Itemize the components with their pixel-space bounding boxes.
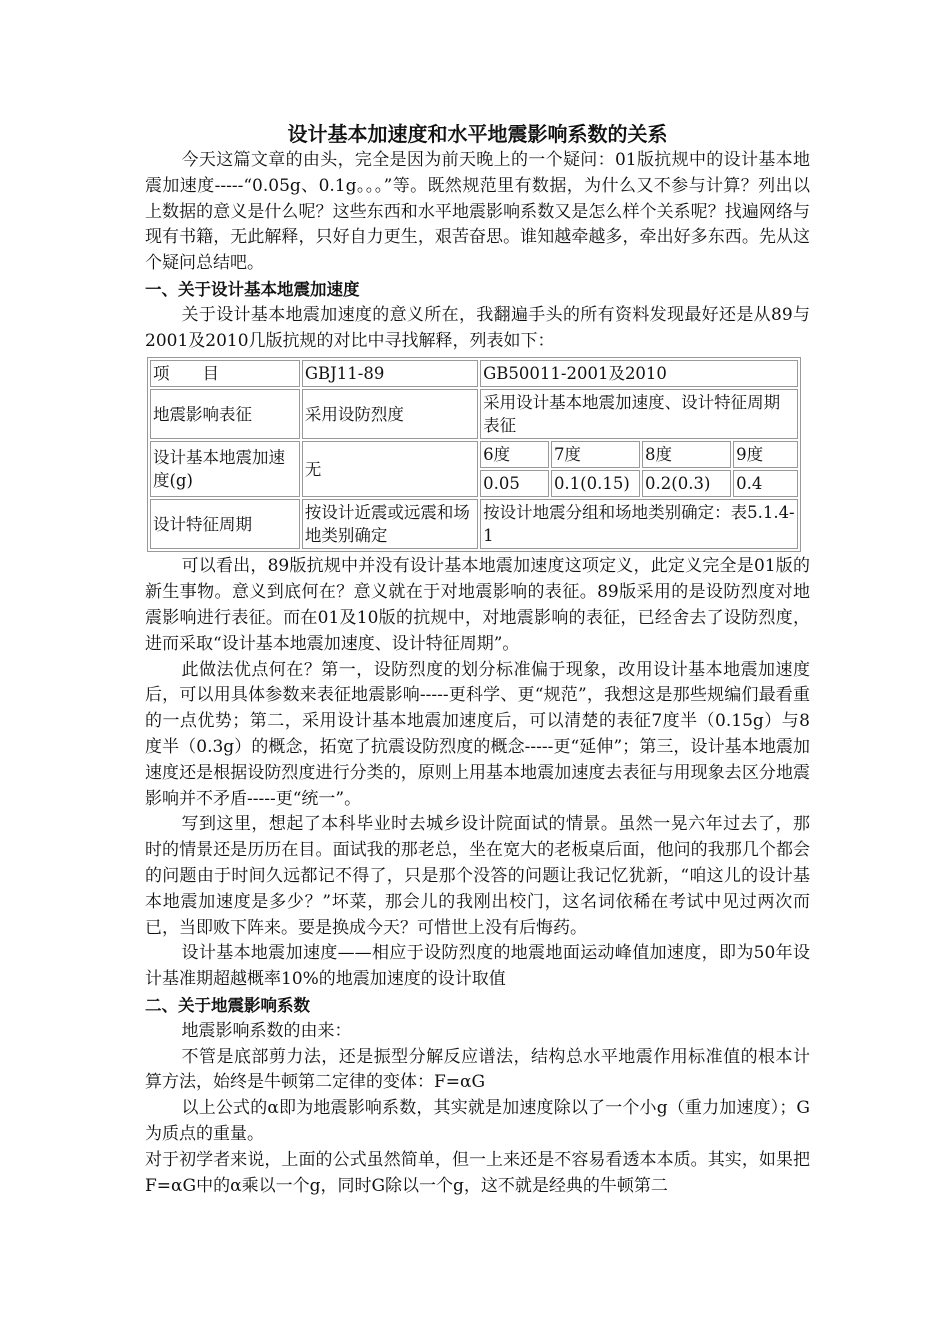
table-cell-degree: 7度 <box>551 441 640 468</box>
table-header-item: 项 目 <box>150 360 300 387</box>
table-header-row <box>150 360 798 387</box>
table-cell-accel: 0.1(0.15) <box>551 470 640 497</box>
table-cell-label: 地震影响表征 <box>150 389 300 439</box>
section-heading-2: 二、关于地震影响系数 <box>145 995 310 1015</box>
section2-paragraph: 不管是底部剪力法，还是振型分解反应谱法，结构总水平地震作用标准值的根本计算方法，始终是牛顿第二定律的变体：F=αG <box>145 1046 810 1093</box>
section2-paragraph: 对于初学者来说，上面的公式虽然简单，但一上来还是不容易看透本本质。其实，如果把 F=αG中的α乘以一个g，同时G除以一个g，这不就是经典的牛顿第二 <box>145 1149 827 1196</box>
table-header-new: GB50011-2001及2010 <box>480 360 798 387</box>
table-cell-new: 按设计地震分组和场地类别确定：表5.1.4-1 <box>480 499 798 549</box>
table-cell-new: 采用设计基本地震加速度、设计特征周期表征 <box>480 389 798 439</box>
comparison-table <box>147 357 801 552</box>
section2-paragraph: 以上公式的α即为地震影响系数，其实就是加速度除以了一个小g（重力加速度）；G为质点的重量。 <box>145 1098 810 1144</box>
definition-paragraph: 设计基本地震加速度——相应于设防烈度的地震地面运动峰值加速度，即为50年设计基准期超越概率10%的地震加速度的设计取值 <box>145 943 810 990</box>
table-row <box>150 441 798 468</box>
page-title: 设计基本加速度和水平地震影响系数的关系 <box>287 122 668 146</box>
article-body <box>145 120 827 1199</box>
table-cell-old: 按设计近震或远震和场地类别确定 <box>302 499 478 549</box>
table-cell-old: 无 <box>302 441 478 497</box>
table-cell-accel: 0.05 <box>480 470 549 497</box>
table-cell-degree: 8度 <box>642 441 731 468</box>
section-heading-1: 一、关于设计基本地震加速度 <box>145 279 360 299</box>
table-row <box>150 499 798 549</box>
table-cell-label: 设计基本地震加速度(g) <box>150 441 300 497</box>
section1-lead: 关于设计基本地震加速度的意义所在，我翻遍手头的所有资料发现最好还是从89与2001及2010几版抗规的对比中寻找解释，列表如下： <box>145 304 810 351</box>
table-header-old: GBJ11-89 <box>302 360 478 387</box>
table-cell-old: 采用设防烈度 <box>302 389 478 439</box>
section2-paragraph: 地震影响系数的由来： <box>181 1020 352 1041</box>
table-cell-degree: 6度 <box>480 441 549 468</box>
table-cell-accel: 0.4 <box>733 470 798 497</box>
section1-paragraph: 可以看出，89版抗规中并没有设计基本地震加速度这项定义，此定义完全是01版的新生事物。意义到底何在？意义就在于对地震影响的表征。89版采用的是设防烈度对地震影响进行表征。而在01及10版的抗规中，对地震影响的表征，已经舍去了设防烈度，进而采取“设计基本地震加速度、设计特征周期”。 <box>145 556 810 654</box>
section1-paragraph: 写到这里，想起了本科毕业时去城乡设计院面试的情景。虽然一晃六年过去了，那时的情景还是历历在目。面试我的那老总，坐在宽大的老板桌后面，他问的我那几个都会的问题由于时间久远都记不得了，只是那个没答的问题让我记忆犹新，“咱这儿的设计基本地震加速度是多少？”坏菜，那会儿的我刚出校门，这名词依稀在考试中见过两次而已，当即败下阵来。要是换成今天？可惜世上没有后悔药。 <box>145 814 810 938</box>
section1-paragraph: 此做法优点何在？第一，设防烈度的划分标准偏于现象，改用设计基本地震加速度后，可以用具体参数来表征地震影响-----更科学、更“规范”，我想这是那些规编们最看重的一点优势；第二，采用设计基本地震加速度后，可以清楚的表征7度半（0.15g）与8度半（0.3g）的概念，拓宽了抗震设防烈度的概念-----更“延伸”；第三，设计基本地震加速度还是根据设防烈度进行分类的，原则上用基本地震加速度去表征与用现象去区分地震影响并不矛盾-----更“统一”。 <box>145 659 810 809</box>
intro-paragraph: 今天这篇文章的由头，完全是因为前天晚上的一个疑问：01版抗规中的设计基本地震加速度-----“0.05g、0.1g。。。”等。既然规范里有数据，为什么又不参与计算？列出以上数据的意义是什么呢？这些东西和水平地震影响系数又是怎么样个关系呢？找遍网络与现有书籍，无此解释，只好自力更生，艰苦奋思。谁知越牵越多，牵出好多东西。先从这个疑问总结吧。 <box>145 150 810 274</box>
table-cell-accel: 0.2(0.3) <box>642 470 731 497</box>
table-row <box>150 389 798 439</box>
table-cell-label: 设计特征周期 <box>150 499 300 549</box>
table-cell-degree: 9度 <box>733 441 798 468</box>
